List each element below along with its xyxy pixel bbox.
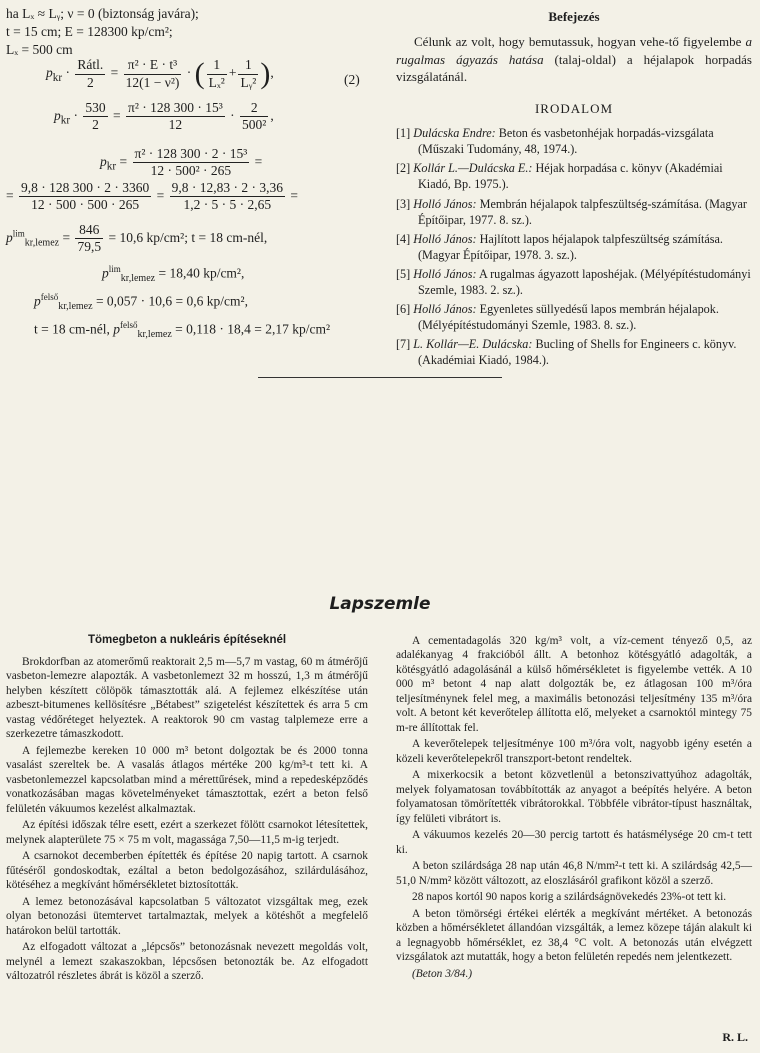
article-paragraph: A keverőtelepek teljesítménye 100 m³/óra volt, nagyobb igény esetén a közeli keverőtelepekről transzport-betont rendeltek. (396, 738, 752, 765)
equation-pkr: $p_{kr}$ = $\frac{\text{π² · 128 300 · 2 · 15³}}{\text{12 · 500² · 265}}$ = (100, 146, 263, 179)
review-section-title: Lapszemle (329, 594, 431, 614)
reference-item (396, 160, 752, 192)
equation-felso-18cm: t = 18 cm-nél, $p^{felső}_{kr,lemez} = 0,118 \cdot 18,4 = 2,17$ kp/cm² (34, 320, 331, 341)
reference-number: [7] (396, 337, 414, 352)
section-divider (258, 377, 502, 378)
article-paragraph: A fejlemezbe kereken 10 000 m³ betont dolgoztak be és 2000 tonna vasalást szereltek be. A vasalás átlagos mértéke 200 kg/m³-t tett ki. A vasbetonlemezzel kapcsolatban mind a mérettűrések, mind a repedesképződés vonatkozásában magas követelményeket támasztottak, ezért a beton felső felületén vákuumos kezelést alkalmaztak. (6, 744, 368, 815)
article-paragraph: A csarnokot decemberben építették és építése 20 napig tartott. A csarnok fűtéséről gondoskodtak, ezáltal a beton bedolgozásához, szilárdulásához, kötéséhez a megkívánt hőmérsékletet biztosították. (6, 850, 368, 892)
reference-author: Dulácska Endre: (413, 126, 496, 141)
reference-text: Beton és vasbetonhéjak horpadás-vizsgálata (Műszaki Tudomány, 48, 1974.). (418, 126, 714, 157)
reference-text: A rugalmas ágyazott laposhéjak. (Mélyépítéstudományi Szemle, 1983. 2. sz.). (418, 266, 751, 297)
equation-lim-lemez: $p^{lim}_{kr,lemez}$ = $\frac{846}{79,5}$ = 10,6 kp/cm²; t = 18 cm-nél, (6, 222, 268, 255)
conclusion-section (396, 8, 752, 86)
reference-author: Holló János: (413, 266, 477, 281)
reference-number: [2] (396, 161, 414, 176)
equation-substitution: $p_{kr}$ · $\frac{530}{2}$ = $\frac{\text{π² · 128 300 · 15³}}{12}$ · $\frac{2}{\text{500²}}$ , (54, 100, 274, 133)
reference-text: Membrán héjalapok talpfeszültség-számítása. (Magyar Építőipar, 1977. 8. sz.). (418, 196, 747, 227)
derivation-line-3: Lₓ = 500 cm (6, 42, 73, 57)
reference-author: Holló János: (413, 231, 477, 246)
reference-item (396, 266, 752, 298)
equation-lim-18cm: $p^{lim}_{kr,lemez} = 18,40$ kp/cm², (102, 264, 245, 285)
reference-author: L. Kollár—E. Dulácska: (413, 337, 533, 352)
article-body-right (396, 634, 752, 983)
article-source: (Beton 3/84.) (412, 967, 473, 980)
derivation-line-1: ha Lₓ ≈ Lᵧ; ν = 0 (biztonság javára); (6, 6, 199, 21)
reference-number: [1] (396, 126, 414, 141)
article-paragraph: A beton szilárdsága 28 nap után 46,8 N/mm²-t tett ki. A szilárdság 42,5—51,0 N/mm² között változott, az eloszlásáról grafikont közöl a szerző. (396, 860, 752, 887)
reference-text: Héjak horpadása c. könyv (Akadémiai Kiadó, Bp. 1975.). (418, 161, 723, 192)
article-signature: R. L. (722, 1030, 748, 1044)
article-paragraph: A mixerkocsik a betont közvetlenül a betonszivattyúhoz adagolták, melyek folyamatosan továbbították az anyagot a beépítés helyére. A beton folyamatosan tömörítették vibrátorokkal. Többféle vibrátor-típust használtak, így felületi vibrátort is. (396, 769, 752, 825)
equation-2: $p_{kr}$ · $\frac{\text{Rátl.}}{2}$ = $\frac{\text{π² · E · t³}}{\text{12(1 − ν²)}}$ · ( $\frac{1}{\text{Lₓ²}}$ + $\frac{1}{\text{Lᵧ²}}$ ), (46, 57, 274, 90)
reference-text: Egyenletes süllyedésű lapos membrán héjalapok. (Mélyépítéstudományi Szemle, 1983. 8. sz.). (418, 302, 719, 333)
article-paragraph: 28 napos kortól 90 napos korig a szilárdságnövekedés 23%-ot tett ki. (412, 891, 727, 904)
article-paragraph: A vákuumos kezelés 20—30 percig tartott és hatásmélysége 20 cm-t tett ki. (396, 829, 752, 856)
reference-number: [6] (396, 302, 414, 317)
reference-item (396, 301, 752, 333)
derivation-line-2: t = 15 cm; E = 128300 kp/cm²; (6, 24, 173, 39)
reference-number: [5] (396, 266, 414, 281)
article-body-left (6, 655, 368, 986)
reference-author: Kollár L.—Dulácska E.: (413, 161, 533, 176)
article-paragraph: Az elfogadott változat a „lépcsős” betonozásnak nevezett megoldás volt, melynél a lemezt szakaszokban, lépcsősen betonozták be. Az elfogadott változatról részletes ábrát is közöl a szerző. (6, 941, 368, 983)
article-paragraph: A lemez betonozásával kapcsolatban 5 változatot vizsgáltak meg, ezek olyan betonozási ütemtervet tartalmaztak, melyek a kötéshőt a megfelelő határokon belül tartották. (6, 895, 368, 937)
article-paragraph: Az építési időszak télre esett, ezért a szerkezet fölött csarnokot létesítettek, melynek alapterülete 75 × 75 m volt, magassága 7,50—11,5 m-ig terjedt. (6, 819, 368, 846)
reference-item (396, 196, 752, 228)
article-paragraph: Brokdorfban az atomerőmű reaktorait 2,5 m—5,7 m vastag, 60 m átmérőjű vasbeton-lemezre alapozták. A vasbetonlemezt 32 m hosszú, 1,3 m átmérőjű helyben készített cölöpök támasztották alá. A fejlemez elkészítése után azbeszt-bitumenes kellösítésre „Bétabest” szigetelést készítettek és arra 5 cm vastag védőréteget helyeztek. A reaktorok 90 cm vastag talplemeze erre a szerkezetre támaszkodott. (6, 656, 368, 741)
conclusion-heading: Befejezés (548, 9, 600, 24)
reference-text: Bucling of Shells for Engineers c. könyv. (Akadémiai Kiadó, 1984.). (418, 337, 737, 368)
reference-author: Holló János: (413, 196, 477, 211)
article-paragraph: A beton tömörségi értékei elérték a megkívánt mértéket. A betonozás közben a hőmérsékletet állandóan vizsgálták, a lemez közepe táján alakult ki a legnagyobb hőmérséklet, ez 38,4 °C volt. A betonozás után elvégzett vizsgálatok azt mutatták, hogy a beton felületén repedés nem jelentkezett. (396, 907, 752, 964)
references-list (396, 125, 752, 368)
equation-number: (2) (344, 72, 360, 87)
reference-item (396, 336, 752, 368)
references-section (396, 100, 752, 371)
conclusion-text: Célunk az volt, hogy bemutassuk, hogyan vehe-tő figyelembe a rugalmas ágyazás hatása (talaj-oldal) a héjalapok horpadás vizsgálatánál. (396, 34, 752, 85)
reference-number: [3] (396, 196, 414, 211)
reference-author: Holló János: (413, 302, 477, 317)
equation-numeric: = $\frac{9,8 \cdot 128 300 \cdot 2 \cdot 3360}{12 \cdot 500 \cdot 500 \cdot 265}$ = $\frac{9,8 \cdot 12,83 \cdot 2 \cdot 3,36}{1,2 \cdot 5 \cdot 5 \cdot 2,65}$ = (6, 180, 298, 213)
reference-item (396, 231, 752, 263)
reference-item (396, 125, 752, 157)
article-title: Tömegbeton a nukleáris építéseknél (87, 634, 287, 646)
references-heading: IRODALOM (534, 101, 614, 116)
reference-text: Hajlított lapos héjalapok talpfeszültség számítása. (Magyar Építőipar, 1978. 3. sz.). (418, 231, 723, 262)
equation-felso: $p^{felső}_{kr,lemez} = 0,057 \cdot 10,6 = 0,6$ kp/cm², (34, 292, 248, 313)
article-paragraph: A cementadagolás 320 kg/m³ volt, a víz-cement tényező 0,5, az adalékanyag 4 frakcióból állt. A betonhoz kötésgyátló adagolták, a kötésgyátló adagolásánál a külső hőmérsékletet is figyelembe vették. A 10 000 m³ betont 4 nap alatt dolgozták be, ez átlagosan 100 m³/óra teljesítménynek felel meg, a maximális betonozási teljesítmény 135 m³/óra volt. A betont két keverőtelep állította elő, melyeket a csarnoktól mintegy 75 m-re állítottak fel. (396, 635, 752, 734)
reference-number: [4] (396, 231, 414, 246)
